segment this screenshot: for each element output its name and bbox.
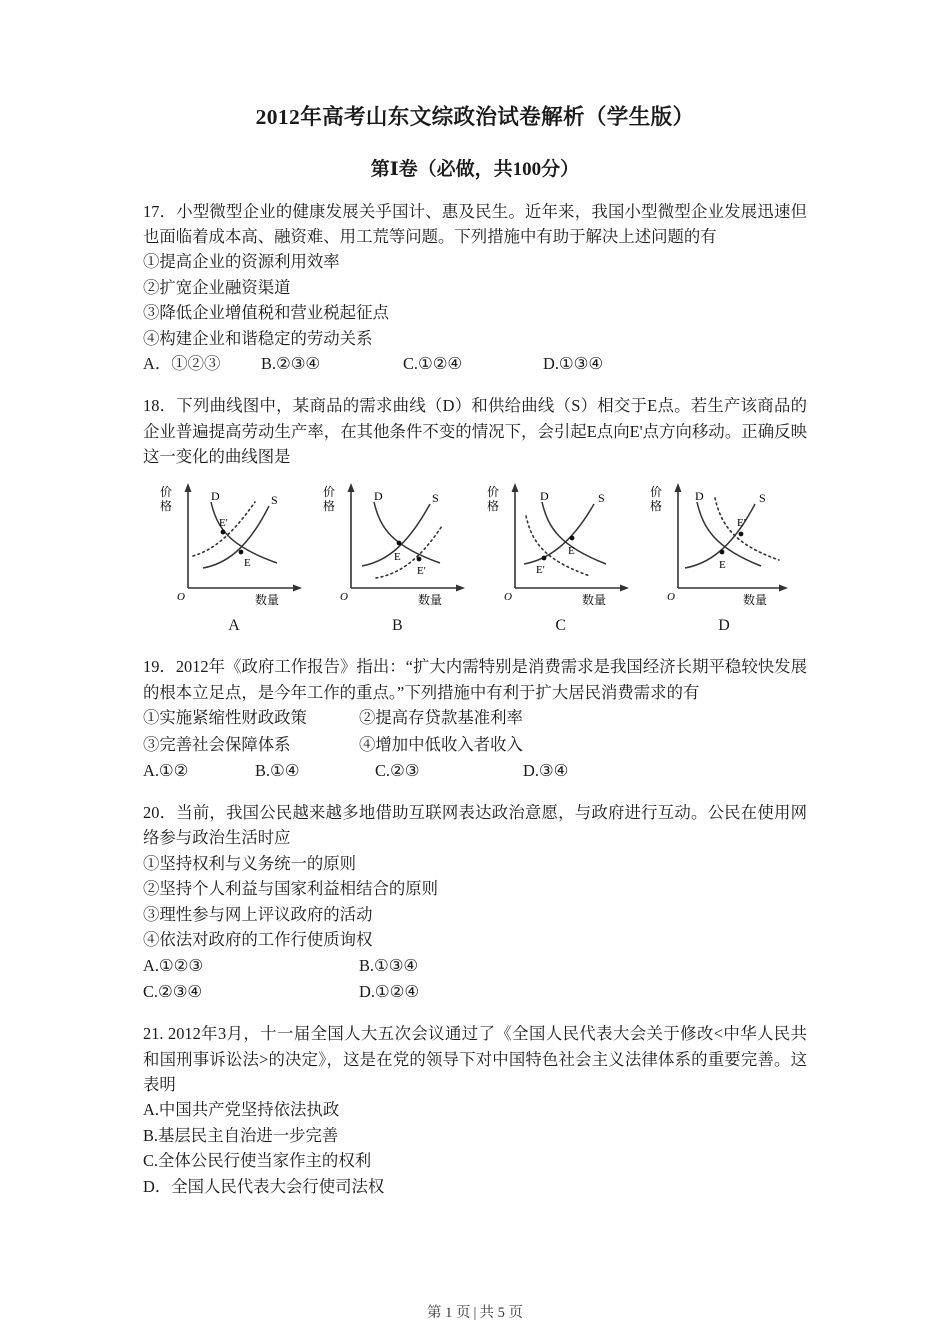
list-item: ②扩宽企业融资渠道 — [143, 277, 291, 297]
chart-b-ylabel-char1: 价 — [323, 484, 336, 499]
chart-d-label-e: E — [718, 558, 726, 571]
answer-choice-d[interactable]: D．全国人民代表大会行使司法权 — [143, 1176, 385, 1196]
footer-separator: | — [473, 1305, 477, 1321]
chart-b-label-e-prime: E' — [417, 564, 427, 577]
question-19-answers — [143, 758, 807, 784]
question-19-items-row-2 — [143, 732, 807, 758]
chart-d-ylabel-char1: 价 — [649, 484, 662, 499]
answer-choice-c[interactable]: C.②③④ — [143, 981, 203, 1001]
chart-b-demand-label: D — [374, 488, 383, 503]
question-18-stem: 18．下列曲线图中，某商品的需求曲线（D）和供给曲线（S）相交于E点。若生产该商品的企业普遍提高劳动生产率，在其他条件不变的情况下，会引起E点向E'点方向移动。正确反映这一变化的曲线图是 — [143, 396, 807, 467]
chart-b-point-e-prime — [417, 556, 422, 561]
chart-d-label-e-prime: E' — [736, 516, 746, 529]
chart-a-ylabel-char1: 价 — [160, 484, 173, 499]
chart-a-supply-label: S — [271, 492, 278, 507]
chart-d-svg — [645, 480, 803, 610]
answer-choice-b[interactable]: B.基层民主自治进一步完善 — [143, 1125, 339, 1145]
chart-d-point-e — [720, 549, 725, 554]
chart-a-ylabel-char2: 格 — [160, 498, 173, 513]
question-20-answers-row-1 — [143, 953, 807, 979]
answer-choice-d[interactable]: D.①②④ — [359, 981, 420, 1001]
chart-a-point-e — [239, 549, 244, 554]
answer-choice-a[interactable]: A.①②③ — [143, 955, 204, 975]
question-17-items — [143, 249, 807, 351]
answer-choice-b[interactable]: B.①④ — [255, 760, 300, 780]
page-title: 2012年高考山东文综政治试卷解析（学生版） — [255, 105, 695, 129]
chart-d-supply-label: S — [758, 490, 766, 505]
chart-d-ylabel-char2: 格 — [649, 498, 662, 513]
question-20-stem: 20．当前，我国公民越来越多地借助互联网表达政治意愿，与政府进行互动。公民在使用网络参与政治生活时应 — [143, 803, 807, 848]
footer-page-total: 共 5 页 — [479, 1305, 523, 1321]
list-item: ①实施紧缩性财政政策 — [143, 708, 307, 728]
chart-a-label-e-prime: E' — [219, 516, 228, 529]
answer-choice-d[interactable]: D.③④ — [523, 760, 569, 780]
chart-a-point-e-prime — [221, 529, 226, 534]
answer-choice-b[interactable]: B.①③④ — [359, 955, 419, 975]
supply-demand-chart-group — [143, 480, 807, 639]
chart-a-origin: O — [177, 590, 185, 603]
chart-b-xlabel: 数量 — [418, 592, 443, 607]
chart-b-supply-label: S — [432, 490, 440, 505]
footer-page-current: 第 1 页 — [427, 1305, 471, 1321]
chart-a-label-e: E — [244, 556, 251, 569]
chart-b-svg — [318, 480, 476, 610]
chart-panel-c — [482, 480, 640, 639]
question-17 — [143, 199, 807, 378]
chart-b-ylabel-char2: 格 — [323, 498, 336, 513]
chart-a-caption: A — [228, 616, 240, 634]
chart-c-demand-label: D — [539, 488, 549, 503]
list-item: ③完善社会保障体系 — [143, 734, 291, 754]
answer-choice-c[interactable]: C.全体公民行使当家作主的权利 — [143, 1151, 372, 1171]
chart-d-caption: D — [718, 616, 730, 634]
chart-c-point-e-prime — [541, 555, 546, 560]
question-18 — [143, 393, 807, 638]
question-20-items — [143, 851, 807, 953]
chart-a-xlabel: 数量 — [255, 592, 280, 607]
answer-choice-c[interactable]: C.②③ — [375, 760, 420, 780]
chart-a-svg — [155, 480, 313, 610]
chart-c-ylabel-char1: 价 — [486, 484, 499, 499]
question-19-stem: 19．2012年《政府工作报告》指出：“扩大内需特别是消费需求是我国经济长期平稳较快发展的根本立足点，是今年工作的重点。”下列措施中有利于扩大居民消费需求的有 — [143, 657, 807, 702]
chart-d-xlabel: 数量 — [742, 592, 767, 607]
list-item: ①坚持权利与义务统一的原则 — [143, 853, 357, 873]
chart-c-origin: O — [503, 590, 512, 603]
list-item: ②提高存贷款基准利率 — [359, 708, 523, 728]
chart-c-xlabel: 数量 — [581, 592, 606, 607]
chart-b-caption: B — [391, 616, 403, 634]
chart-c-point-e — [569, 535, 574, 540]
question-20 — [143, 800, 807, 1005]
chart-d-point-e-prime — [739, 531, 744, 536]
chart-d-demand-label: D — [694, 488, 704, 503]
question-21-items — [143, 1097, 807, 1199]
question-19 — [143, 654, 807, 784]
answer-choice-a[interactable]: A.①② — [143, 760, 189, 780]
question-21-stem: 21. 2012年3月，十一届全国人大五次会议通过了《全国人民代表大会关于修改<中华人民共和国刑事诉讼法>的决定》，这是在党的领导下对中国特色社会主义法律体系的重要完善。这表明 — [143, 1024, 807, 1094]
chart-panel-a — [155, 480, 313, 639]
answer-choice-b[interactable]: B.②③④ — [261, 354, 321, 374]
chart-c-label-e: E — [567, 544, 575, 557]
question-21 — [143, 1021, 807, 1199]
question-19-items-row-1 — [143, 705, 807, 731]
page-footer — [0, 1301, 950, 1322]
list-item: ④构建企业和谐稳定的劳动关系 — [143, 328, 373, 348]
list-item: ③理性参与网上评议政府的活动 — [143, 904, 373, 924]
chart-b-point-e — [397, 540, 402, 545]
question-17-answers — [143, 351, 807, 377]
chart-b-label-e: E — [394, 550, 402, 563]
chart-c-supply-label: S — [597, 490, 605, 505]
list-item: ④依法对政府的工作行使质询权 — [143, 930, 373, 950]
list-item: ②坚持个人利益与国家利益相结合的原则 — [143, 879, 439, 899]
question-17-stem: 17．小型微型企业的健康发展关乎国计、惠及民生。近年来，我国小型微型企业发展迅速但也面临着成本高、融资难、用工荒等问题。下列措施中有助于解决上述问题的有 — [143, 201, 807, 247]
answer-choice-d[interactable]: D.①③④ — [543, 354, 604, 374]
chart-b-origin: O — [340, 590, 349, 603]
chart-d-origin: O — [666, 590, 675, 603]
answer-choice-a[interactable]: A.中国共产党坚持依法执政 — [143, 1100, 340, 1120]
chart-a-demand-label: D — [211, 488, 220, 503]
chart-c-ylabel-char2: 格 — [486, 498, 499, 513]
chart-panel-b — [318, 480, 476, 639]
chart-c-caption: C — [555, 616, 566, 634]
chart-c-svg — [482, 480, 640, 610]
chart-panel-d — [645, 480, 803, 639]
chart-c-label-e-prime: E' — [535, 563, 545, 576]
question-20-answers-row-2 — [143, 979, 807, 1005]
list-item: ③降低企业增值税和营业税起征点 — [143, 303, 389, 323]
section-title: 第Ⅰ卷（必做，共100分） — [370, 158, 580, 180]
answer-choice-c[interactable]: C.①②④ — [403, 354, 463, 374]
list-item: ①提高企业的资源利用效率 — [143, 252, 340, 272]
answer-choice-a[interactable]: A．①②③ — [143, 354, 221, 374]
list-item: ④增加中低收入者收入 — [359, 734, 523, 754]
